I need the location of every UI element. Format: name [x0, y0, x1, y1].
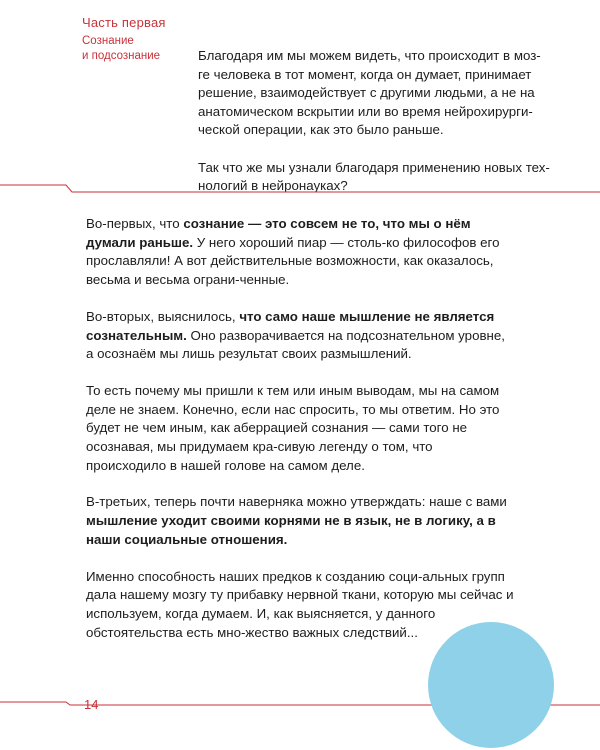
paragraph-thirdly: [86, 493, 516, 549]
intro-line: ческой операции, как это было раньше.: [198, 122, 444, 137]
section-title-line-1: Сознание: [82, 35, 134, 47]
intro-line: анатомическом вскрытии или во время нейрохирурги-: [198, 103, 533, 119]
main-text: [86, 215, 516, 660]
paragraph-firstly: [86, 215, 516, 290]
chapter-title: Часть первая: [82, 15, 166, 30]
text-span: Во-первых, что: [86, 216, 184, 231]
intro-line: нологий в нейронауках?: [198, 178, 348, 193]
text-span: У него хороший пиар — столь-ко философов его прославляли! А вот действительные возможности, как оказалось, весьма и весьма ограни-ченные.: [86, 234, 500, 288]
intro-line: Так что же мы узнали благодаря применению новых тех-: [198, 159, 550, 175]
text-span: Во-вторых, выяснилось,: [86, 308, 240, 324]
intro-line: решение, взаимодействует с другими людьми, а не на: [198, 85, 535, 100]
text-span: В-третьих, теперь почти наверняка можно утверждать: наше с вами: [86, 494, 507, 510]
intro-line: ге человека в тот момент, когда он думает, принимает: [198, 66, 532, 82]
decorative-circle: [428, 622, 554, 748]
section-title-line-2: и подсознание: [82, 50, 161, 62]
paragraph-conclusion: Именно способность наших предков к созданию соци-альных групп дала нашему мозгу ту прибавку нервной ткани, которую мы сейчас и используем, когда думаем. И, как выясняется, у данного обстоятельства есть мно-жество важных следствий...: [86, 568, 514, 640]
text-span: Оно разворачивается на подсознательном уровне, а осознаём мы лишь результат своих размышлений.: [86, 327, 505, 362]
page-number: 14: [84, 697, 99, 712]
paragraph-secondly: [86, 308, 516, 364]
bold-text: сознание — это совсем не то, что мы о нём думали раньше.: [86, 216, 471, 250]
paragraph-explanation: То есть почему мы пришли к тем или иным выводам, мы на самом деле не знаем. Конечно, если нас спросить, то мы ответим. Но это будет не чем иным, как аберрацией сознания — сами того не осознавая, мы придумаем кра-сивую легенду о том, что происходило в нашей голове на самом деле.: [86, 382, 500, 473]
bold-text: мышление уходит своими корнями не в язык, не в логику, а в наши социальные отношения.: [86, 513, 496, 547]
bold-text: что само наше мышление не является сознательным.: [86, 308, 495, 343]
intro-line: Благодаря им мы можем видеть, что происходит в моз-: [198, 48, 541, 63]
